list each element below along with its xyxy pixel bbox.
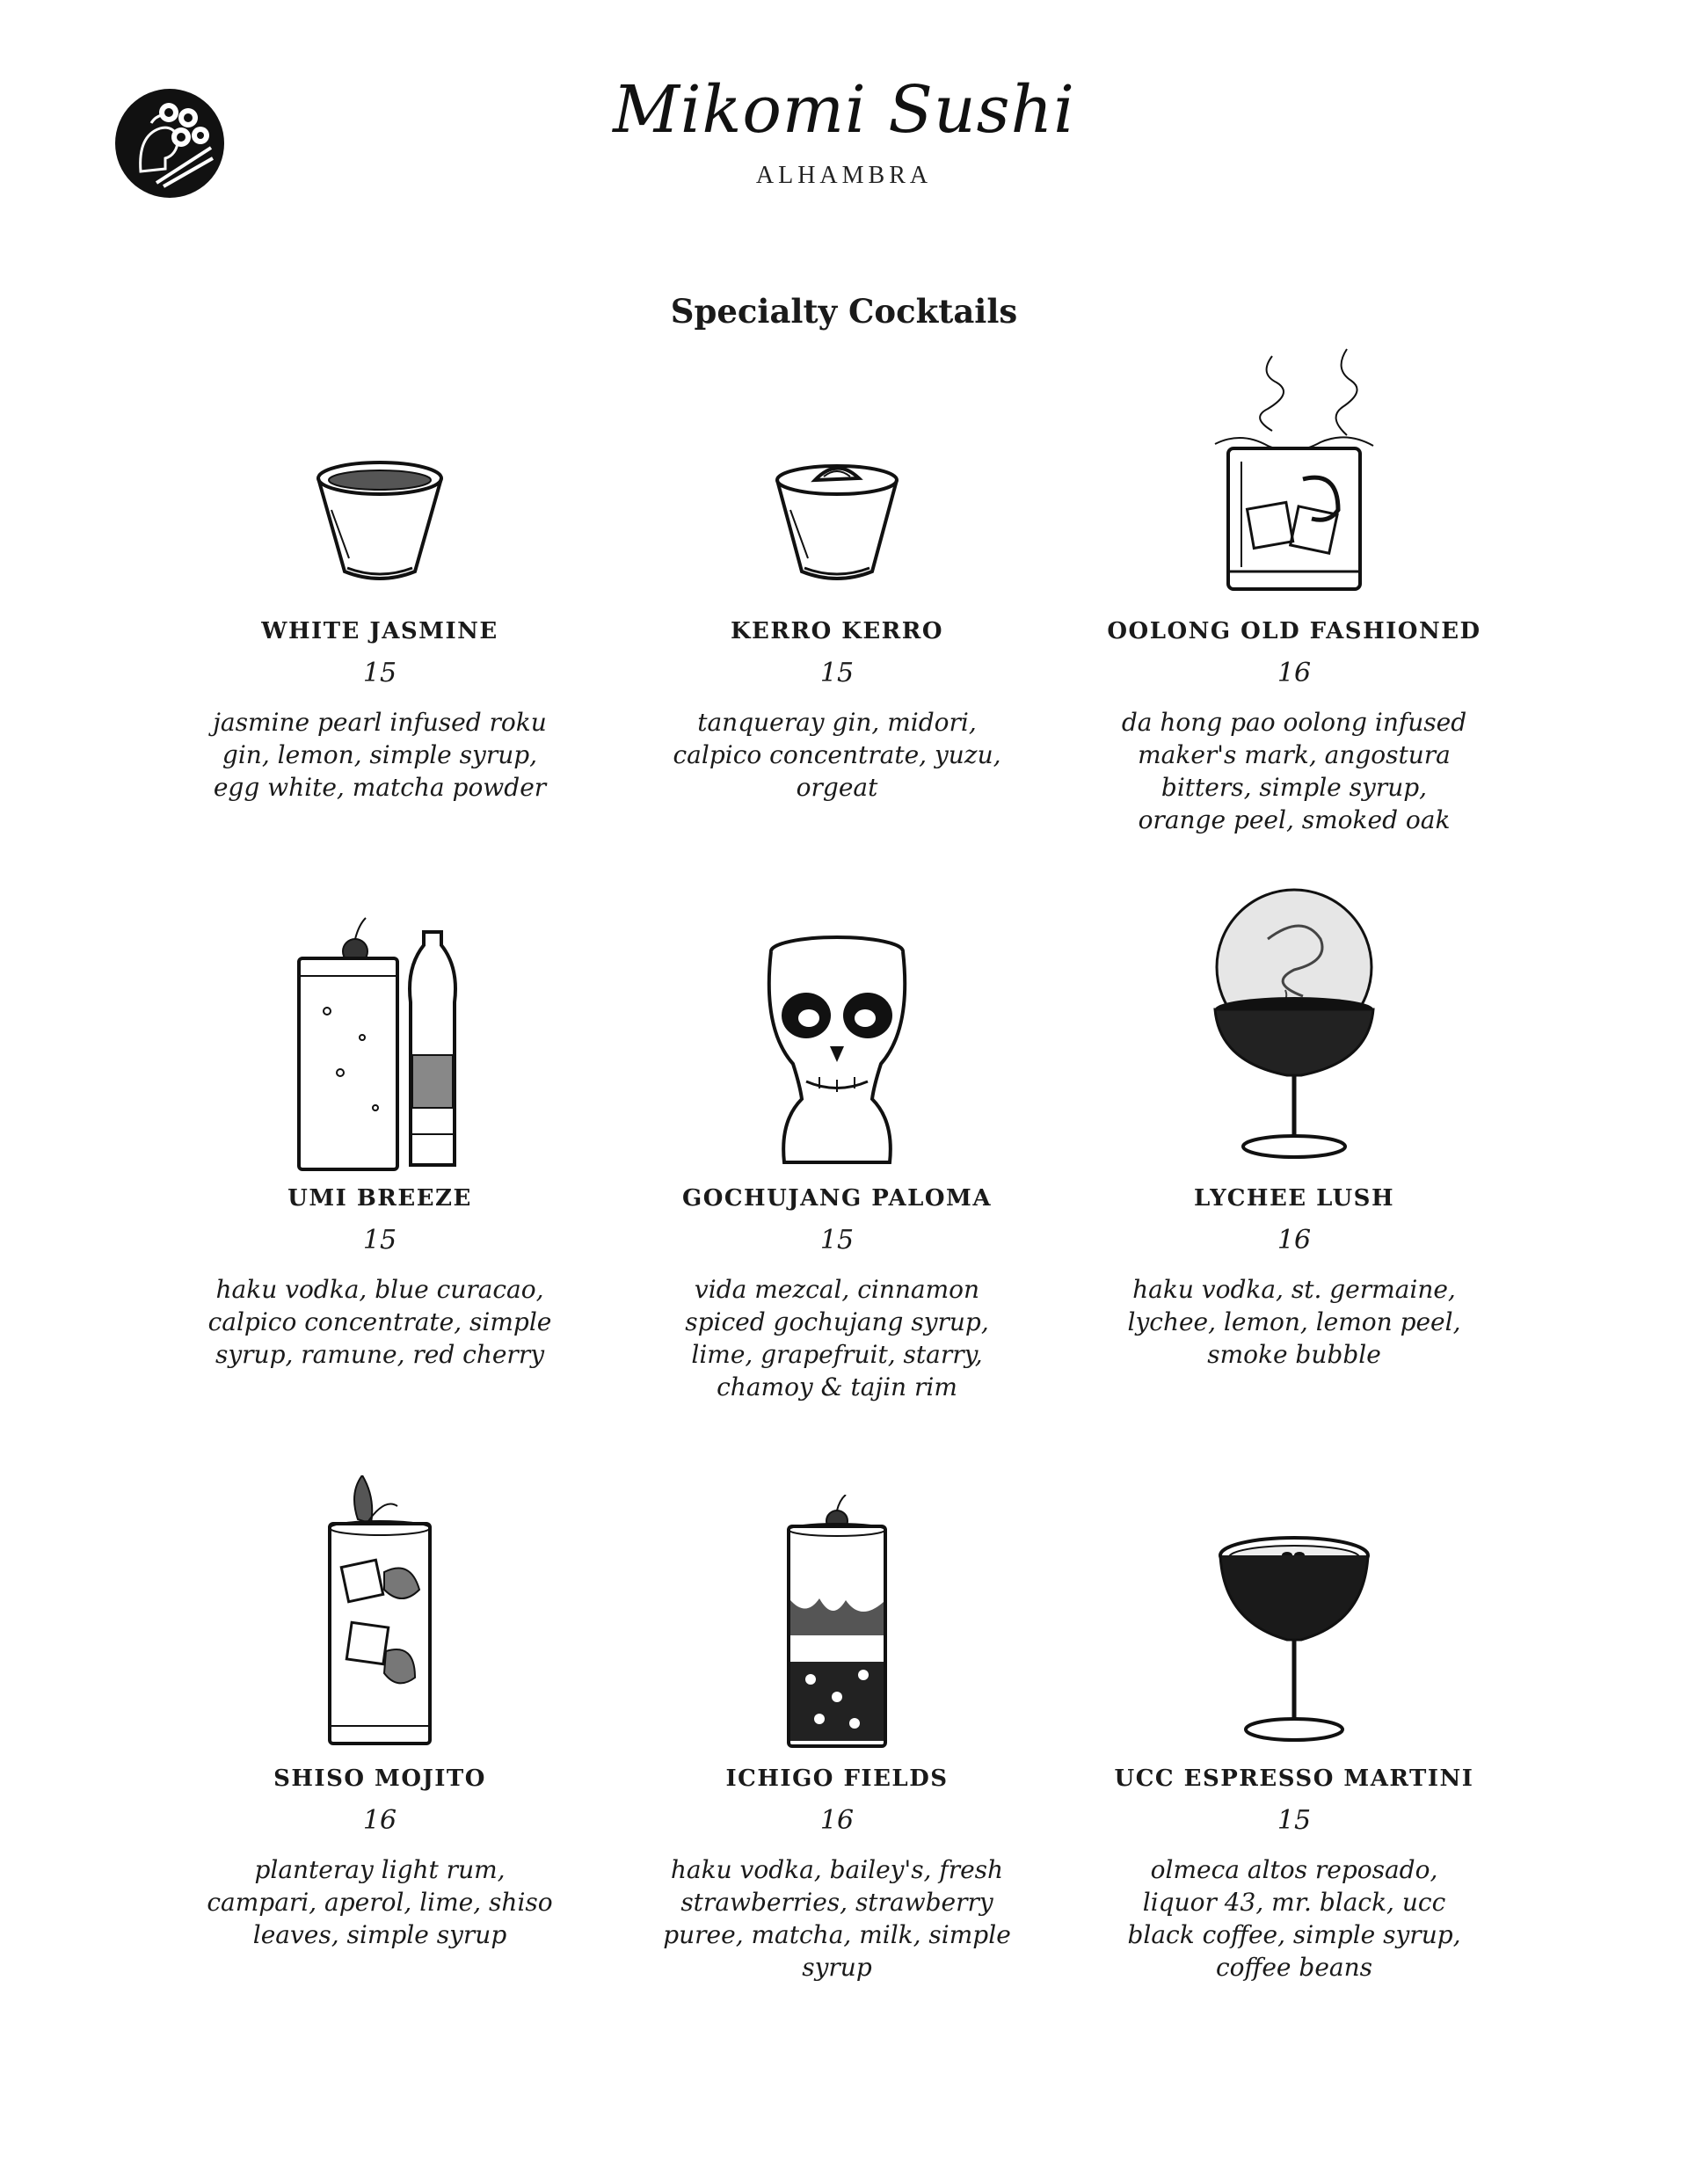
cocktail-description: jasmine pearl infused roku gin, lemon, simple syrup, egg white, matcha powder <box>213 708 547 802</box>
cocktail-name: UMI BREEZE <box>287 1185 472 1212</box>
cocktail-description: tanqueray gin, midori, calpico concentrate, yuzu, orgeat <box>673 708 1001 802</box>
cocktail-price: 16 <box>1277 1225 1312 1256</box>
cocktail-price: 16 <box>362 1805 397 1836</box>
cocktail-description: haku vodka, st. germaine, lychee, lemon, lemon peel, smoke bubble <box>1127 1275 1461 1369</box>
cocktail-price: 16 <box>1277 658 1312 688</box>
section-title: Specialty Cocktails <box>670 292 1018 331</box>
cocktail-item <box>1066 1187 1523 1371</box>
cocktail-price: 15 <box>819 658 855 688</box>
brand-header <box>0 72 1688 190</box>
cocktail-name: UCC ESPRESSO MARTINI <box>1114 1765 1474 1792</box>
cocktail-description: planteray light rum, campari, aperol, lime, shiso leaves, simple syrup <box>207 1855 553 1949</box>
coupe-glass-icon <box>305 457 455 589</box>
cocktail-price: 15 <box>1277 1805 1312 1836</box>
cocktail-price: 16 <box>819 1805 855 1836</box>
smoke-bubble-glass-icon <box>1206 886 1382 1163</box>
cocktail-item <box>151 1187 608 1371</box>
cocktail-description: haku vodka, blue curacao, calpico concentrate, simple syrup, ramune, red cherry <box>207 1275 552 1369</box>
cocktail-item <box>608 620 1066 804</box>
layered-highball-icon <box>780 1495 894 1750</box>
cocktail-item <box>1066 620 1523 836</box>
citrus-glass-icon <box>762 457 912 589</box>
cocktail-item <box>608 1767 1066 1984</box>
skull-cup-icon <box>758 932 916 1169</box>
cocktail-price: 15 <box>362 658 397 688</box>
cocktail-description: vida mezcal, cinnamon spiced gochujang syrup, lime, grapefruit, starry, chamoy & tajin rim <box>685 1275 989 1401</box>
cocktail-item <box>151 620 608 804</box>
cocktail-name: GOCHUJANG PALOMA <box>682 1185 992 1212</box>
smoked-rocks-glass-icon <box>1206 347 1382 598</box>
cocktail-item <box>1066 1767 1523 1984</box>
espresso-martini-glass-icon <box>1215 1534 1373 1745</box>
highball-ramune-icon <box>292 914 468 1174</box>
cocktail-price: 15 <box>819 1225 855 1256</box>
cocktail-price: 15 <box>362 1225 397 1256</box>
cocktail-description: haku vodka, bailey's, fresh strawberries, strawberry puree, matcha, milk, simple syrup <box>663 1855 1011 1982</box>
mojito-glass-icon <box>323 1475 437 1748</box>
cocktail-item <box>151 1767 608 1951</box>
cocktail-name: ICHIGO FIELDS <box>725 1765 949 1792</box>
cocktail-name: LYCHEE LUSH <box>1193 1185 1395 1212</box>
cocktail-name: SHISO MOJITO <box>273 1765 486 1792</box>
brand-name: Mikomi Sushi <box>613 72 1075 148</box>
brand-location: ALHAMBRA <box>755 162 933 189</box>
cocktail-name: OOLONG OLD FASHIONED <box>1107 618 1481 644</box>
cocktail-description: da hong pao oolong infused maker's mark, angostura bitters, simple syrup, orange peel, smoked oak <box>1121 708 1467 834</box>
cocktail-name: WHITE JASMINE <box>261 618 498 644</box>
cocktail-description: olmeca altos reposado, liquor 43, mr. black, ucc black coffee, simple syrup, coffee beans <box>1127 1855 1461 1982</box>
cocktail-name: KERRO KERRO <box>730 618 944 644</box>
cocktail-item <box>608 1187 1066 1403</box>
